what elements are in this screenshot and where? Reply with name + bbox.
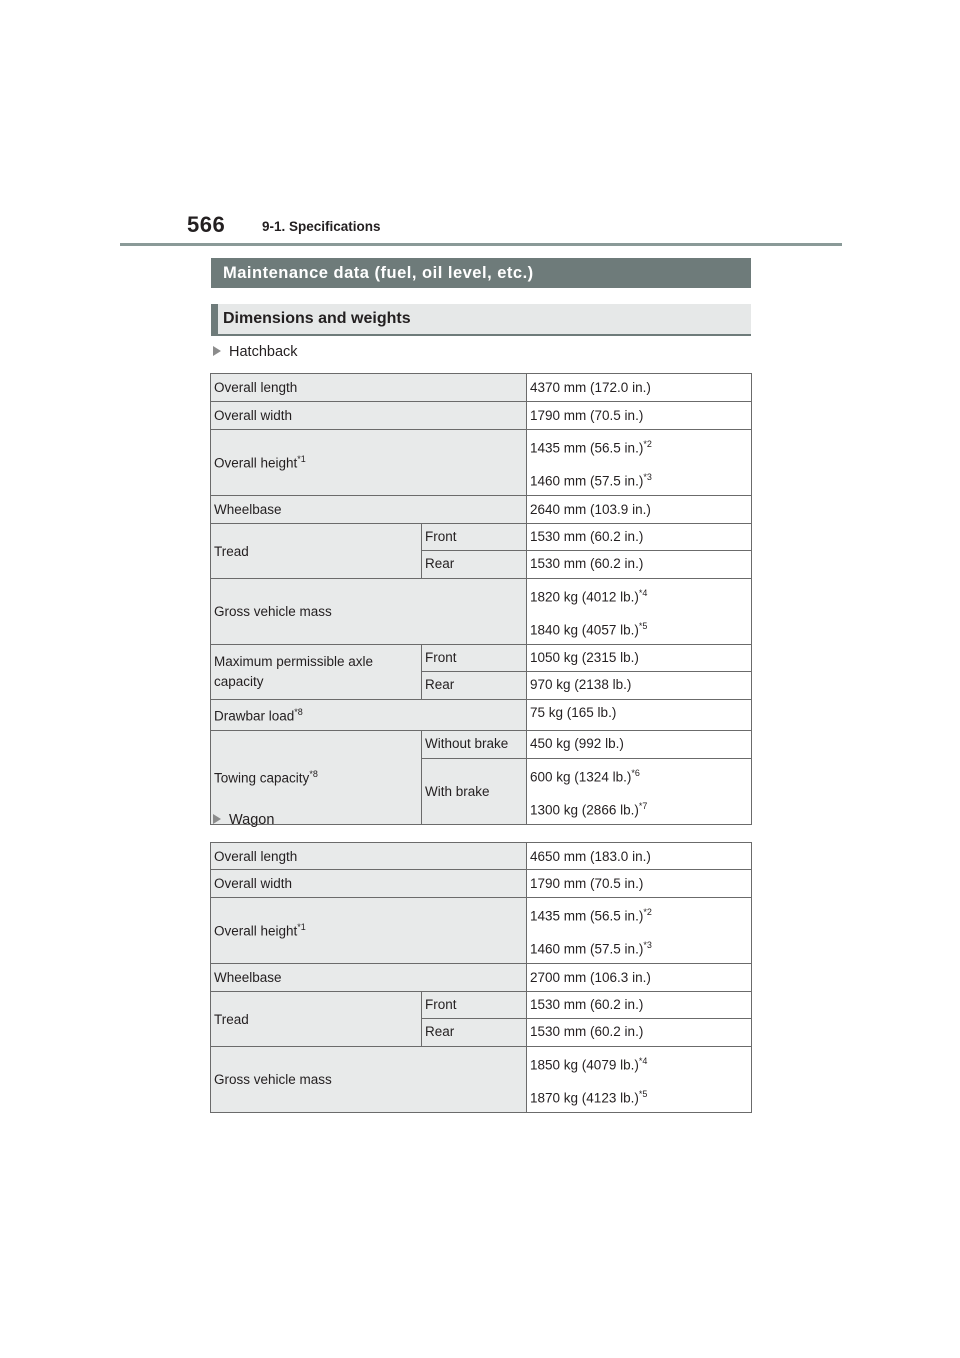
hatchback-table bbox=[210, 373, 752, 825]
header-divider bbox=[120, 243, 842, 246]
row-value: 1435 mm (56.5 in.)$^{*2}$ 1460 mm (57.5 in.)$^{*3}$ bbox=[527, 898, 752, 964]
row-sublabel: Without brake bbox=[422, 731, 527, 759]
row-value: 1790 mm (70.5 in.) bbox=[527, 402, 752, 430]
row-label: Towing capacity$^{*8}$ bbox=[211, 731, 422, 825]
row-value: 1820 kg (4012 lb.)$^{*4}$ 1840 kg (4057 lb.)$^{*5}$ bbox=[527, 579, 752, 645]
row-sublabel: Rear bbox=[422, 672, 527, 700]
row-value: 1435 mm (56.5 in.)$^{*2}$ 1460 mm (57.5 in.)$^{*3}$ bbox=[527, 430, 752, 496]
row-value: 1050 kg (2315 lb.) bbox=[527, 645, 752, 672]
row-value: 4370 mm (172.0 in.) bbox=[527, 374, 752, 402]
row-value: 1530 mm (60.2 in.) bbox=[527, 551, 752, 579]
table-row bbox=[211, 374, 752, 402]
table-row bbox=[211, 992, 752, 1019]
row-value: 1850 kg (4079 lb.)$^{*4}$ 1870 kg (4123 lb.)$^{*5}$ bbox=[527, 1047, 752, 1113]
row-label: Overall height$^{*1}$ bbox=[211, 898, 527, 964]
table-row bbox=[211, 700, 752, 731]
wagon-table bbox=[210, 842, 752, 1113]
row-value: 75 kg (165 lb.) bbox=[527, 700, 752, 731]
hatchback-title: Hatchback bbox=[229, 344, 298, 360]
row-value: 1790 mm (70.5 in.) bbox=[527, 870, 752, 898]
triangle-bullet-icon bbox=[213, 346, 221, 356]
row-value: 970 kg (2138 lb.) bbox=[527, 672, 752, 700]
main-heading: Maintenance data (fuel, oil level, etc.) bbox=[211, 258, 751, 288]
row-sublabel: Front bbox=[422, 992, 527, 1019]
row-label: Drawbar load$^{*8}$ bbox=[211, 700, 527, 731]
row-label: Maximum permissible axle capacity bbox=[211, 645, 422, 700]
row-value: 2700 mm (106.3 in.) bbox=[527, 964, 752, 992]
row-value: 2640 mm (103.9 in.) bbox=[527, 496, 752, 524]
row-value: 600 kg (1324 lb.)$^{*6}$ 1300 kg (2866 lb.)$^{*7}$ bbox=[527, 759, 752, 825]
row-value: 1530 mm (60.2 in.) bbox=[527, 1019, 752, 1047]
row-label: Overall width bbox=[211, 402, 527, 430]
row-label: Overall height$^{*1}$ bbox=[211, 430, 527, 496]
triangle-bullet-icon bbox=[213, 814, 221, 824]
table-row bbox=[211, 870, 752, 898]
table-row bbox=[211, 645, 752, 672]
row-sublabel: Rear bbox=[422, 551, 527, 579]
row-sublabel: Front bbox=[422, 524, 527, 551]
row-label: Overall length bbox=[211, 374, 527, 402]
table-row bbox=[211, 731, 752, 759]
table-row bbox=[211, 579, 752, 645]
row-value: 450 kg (992 lb.) bbox=[527, 731, 752, 759]
row-label: Tread bbox=[211, 992, 422, 1047]
wagon-title: Wagon bbox=[229, 812, 275, 828]
section-title: 9-1. Specifications bbox=[262, 219, 381, 234]
page-number: 566 bbox=[187, 212, 226, 237]
row-label: Wheelbase bbox=[211, 496, 527, 524]
sub-heading: Dimensions and weights bbox=[211, 304, 751, 336]
table-row bbox=[211, 524, 752, 551]
row-sublabel: Rear bbox=[422, 1019, 527, 1047]
table-row bbox=[211, 402, 752, 430]
row-label: Gross vehicle mass bbox=[211, 1047, 527, 1113]
row-value: 1530 mm (60.2 in.) bbox=[527, 524, 752, 551]
row-value: 4650 mm (183.0 in.) bbox=[527, 843, 752, 870]
wagon-heading bbox=[213, 812, 274, 828]
row-sublabel: Front bbox=[422, 645, 527, 672]
table-row bbox=[211, 898, 752, 964]
table-row bbox=[211, 496, 752, 524]
table-row bbox=[211, 843, 752, 870]
row-value: 1530 mm (60.2 in.) bbox=[527, 992, 752, 1019]
table-row bbox=[211, 964, 752, 992]
row-sublabel: With brake bbox=[422, 759, 527, 825]
row-label: Tread bbox=[211, 524, 422, 579]
hatchback-heading bbox=[213, 344, 298, 360]
table-row bbox=[211, 1047, 752, 1113]
table-row bbox=[211, 430, 752, 496]
row-label: Overall length bbox=[211, 843, 527, 870]
row-label: Overall width bbox=[211, 870, 527, 898]
row-label: Gross vehicle mass bbox=[211, 579, 527, 645]
row-label: Wheelbase bbox=[211, 964, 527, 992]
